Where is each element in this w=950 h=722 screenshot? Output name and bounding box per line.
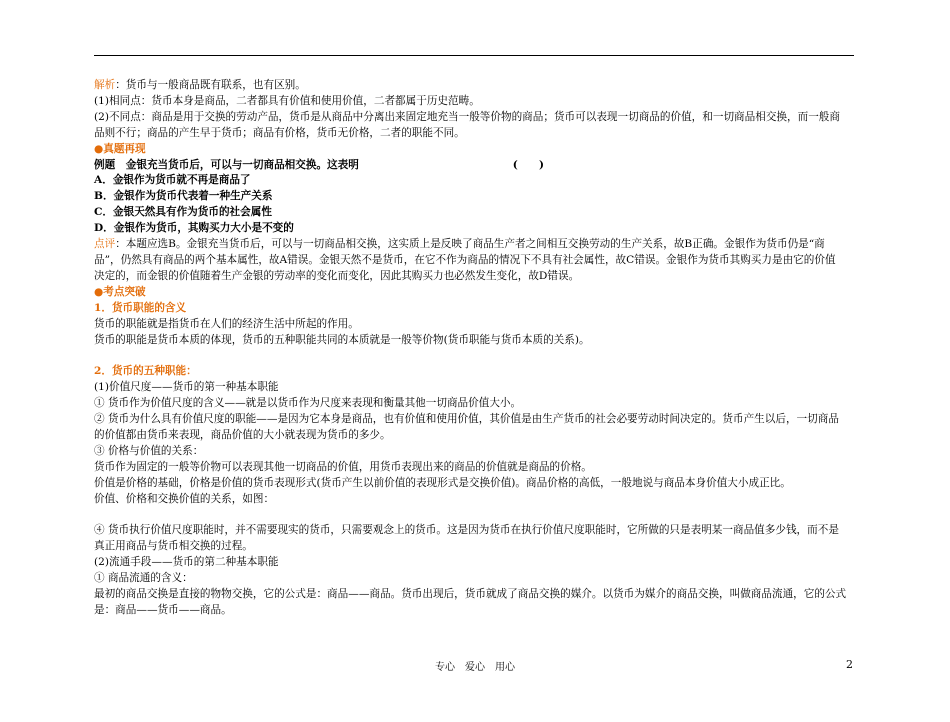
value-measure-point-3b: 价值是价格的基础，价格是价值的货币表现形式(货币产生以前价值的表现形式是交换价值)。商品价格的高低，一般地说与商品本身价值大小成正比。 bbox=[94, 476, 791, 489]
value-measure-point-4a: ④ 货币执行价值尺度职能时，并不需要现实的货币，只需要观念上的货币。这是因为货币在执行价值尺度职能时，它所做的只是表明某一商品值多少钱，而不是 bbox=[94, 524, 839, 537]
header-rule bbox=[94, 55, 854, 56]
value-measure-point-3c: 价值、价格和交换价值的关系，如图： bbox=[94, 492, 275, 505]
option-d: D．金银作为货币，其购买力大小是不变的 bbox=[94, 222, 294, 235]
page-content bbox=[94, 78, 856, 619]
section-1-paragraph-1: 货币的职能就是指货币在人们的经济生活中所起的作用。 bbox=[94, 317, 359, 330]
circulation-point-1: ① 商品流通的含义： bbox=[94, 572, 193, 585]
value-measure-point-3: ③ 价格与价值的关系： bbox=[94, 444, 204, 457]
value-measure-title: (1)价值尺度——货币的第一种基本职能 bbox=[94, 381, 279, 394]
answer-paren: ( ) bbox=[512, 158, 544, 171]
breakthrough-heading: ●考点突破 bbox=[94, 285, 146, 298]
value-measure-point-2a: ② 货币为什么具有价值尺度的职能——是因为它本身是商品，也有价值和使用价值，其价值是由生产货币的社会必要劳动时间决定的。货币产生以后，一切商品 bbox=[94, 413, 839, 426]
spacer bbox=[94, 348, 856, 364]
comment-label: 点评 bbox=[94, 238, 116, 251]
value-measure-point-1: ① 货币作为价值尺度的含义——就是以货币作为尺度来表现和衡量其他一切商品价值大小。 bbox=[94, 397, 522, 410]
circulation-point-1a: 最初的商品交换是直接的物物交换，它的公式是：商品——商品。货币出现后，货币就成了商品交换的媒介。以货币为媒介的商品交换，叫做商品流通，它的公式 bbox=[94, 587, 847, 600]
circulation-point-1b: 是：商品——货币——商品。 bbox=[94, 603, 232, 616]
question-text: 例题 金银充当货币后，可以与一切商品相交换。这表明 bbox=[94, 158, 359, 171]
real-exam-heading: ●真题再现 bbox=[94, 142, 146, 155]
analysis-same: (1)相同点：货币本身是商品，二者都具有价值和使用价值，二者都属于历史范畴。 bbox=[94, 94, 480, 107]
question-row bbox=[94, 158, 856, 174]
option-b: B．金银作为货币代表着一种生产关系 bbox=[94, 190, 273, 203]
analysis-diff-line-2: 品则不行；商品的产生早于货币；商品有价格，货币无价格，二者的职能不同。 bbox=[94, 126, 465, 139]
comment-line-2: 品”，仍然具有商品的两个基本属性，故A错误。金银天然不是货币，在它不作为商品的情况下不具有社会属性，故C错误。金银作为货币其购买力是由它的价值 bbox=[94, 253, 836, 266]
option-c: C．金银天然具有作为货币的社会属性 bbox=[94, 206, 272, 219]
value-measure-point-3a: 货币作为固定的一般等价物可以表现其他一切商品的价值，用货币表现出来的商品的价值就是商品的价格。 bbox=[94, 460, 592, 473]
comment-line-1: 点评：本题应选B。金银充当货币后，可以与一切商品相交换，这实质上是反映了商品生产者之间相互交换劳动的生产关系，故B正确。金银作为货币仍是“商 bbox=[94, 238, 825, 251]
value-measure-point-2b: 的价值都由货币来表现，商品价值的大小就表现为货币的多少。 bbox=[94, 428, 391, 441]
analysis-diff-line-1: (2)不同点：商品是用于交换的劳动产品，货币是从商品中分离出来固定地充当一般等价物的商品；货币可以表现一切商品的价值，和一切商品相交换，而一般商 bbox=[94, 110, 840, 123]
section-1-paragraph-2: 货币的职能是货币本质的体现，货币的五种职能共同的本质就是一般等价物(货币职能与货币本质的关系)。 bbox=[94, 333, 590, 346]
value-measure-point-4b: 真正用商品与货币相交换的过程。 bbox=[94, 540, 253, 553]
footer-slogan: 专心 爱心 用心 bbox=[435, 662, 515, 673]
circulation-title: (2)流通手段——货币的第二种基本职能 bbox=[94, 556, 279, 569]
section-1-title: 1．货币职能的含义 bbox=[94, 301, 187, 314]
analysis-label: 解析 bbox=[94, 79, 116, 91]
comment-line-3: 决定的，而金银的价值随着生产金银的劳动率的变化而变化，因此其购买力也必然发生变化，故D错误。 bbox=[94, 269, 580, 282]
figure-placeholder bbox=[94, 507, 856, 523]
option-a: A．金银作为货币就不再是商品了 bbox=[94, 174, 251, 187]
section-2-title: 2．货币的五种职能： bbox=[94, 365, 197, 378]
analysis-intro: 解析：货币与一般商品既有联系，也有区别。 bbox=[94, 79, 306, 91]
page-number: 2 bbox=[846, 658, 853, 671]
